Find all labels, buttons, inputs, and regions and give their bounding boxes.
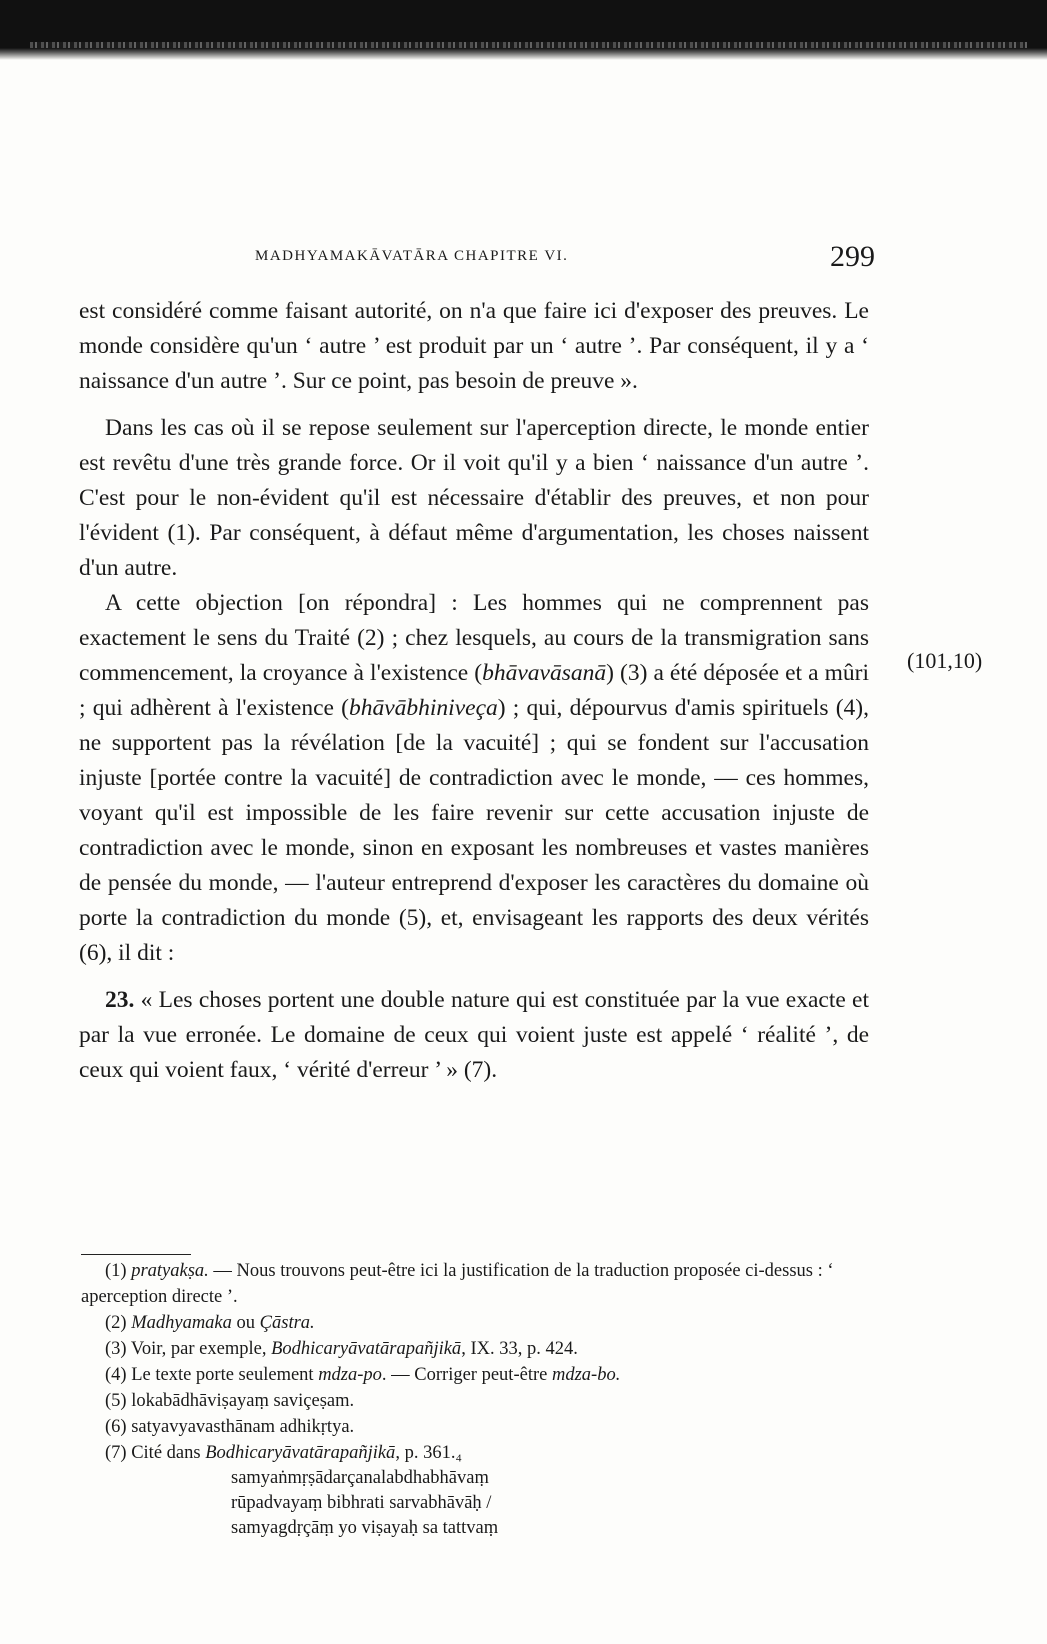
footnotes <box>81 1258 871 1541</box>
paragraph: A cette objection [on répondra] : Les hommes qui ne comprennent pas exactement le sens du Traité (2) ; chez lesquels, au cours de la transmigration sans commencement, la croyance à l'existence (bhāvavāsanā) (3) a été déposée et a mûri ; qui adhèrent à l'existence (bhāvābhiniveça) ; qui, dépourvus d'amis spirituels (4), ne supportent pas la révélation [de la vacuité] ; qui se fondent sur l'accusation injuste [portée contre la vacuité] de contradiction avec le monde, — ces hommes, voyant qu'il est impossible de les faire revenir sur cette accusation injuste de contradiction avec le monde, sinon en exposant les nombreuses et vastes manières de pensée du monde, — l'auteur entreprend d'exposer les caractères du domaine où porte la contradiction du monde (5), et, envisageant les rapports des deux vérités (6), il dit : <box>79 590 869 966</box>
running-title: MADHYAMAKĀVATĀRA CHAPITRE VI. <box>255 248 569 264</box>
footnote: (3) Voir, par exemple, Bodhicaryāvatārapañjikā, IX. 33, p. 424. <box>105 1339 578 1359</box>
sanskrit-term: bhāvavāsanā <box>482 660 607 686</box>
footnote: (7) Cité dans Bodhicaryāvatārapañjikā, p. 361.₄ <box>105 1443 462 1463</box>
verse-number: 23. <box>105 987 135 1013</box>
page-number: 299 <box>830 240 875 273</box>
paragraph: Dans les cas où il se repose seulement sur l'aperception directe, le monde entier est revêtu d'une très grande force. Or il voit qu'il y a bien ‘ naissance d'un autre ’. C'est pour le non-évident qu'il est nécessaire d'établir des preuves, et non pour l'évident (1). Par conséquent, à défaut même d'argumentation, les choses naissent d'un autre. <box>79 415 869 581</box>
verse-paragraph: 23. « Les choses portent une double nature qui est constituée par la vue exacte et par la vue erronée. Le domaine de ceux qui voient juste est appelé ‘ réalité ’, de ceux qui voient faux, ‘ vérité d'erreur ’ » (7). <box>79 987 870 1083</box>
verse-line: samyagdṛçāṃ yo viṣayaḥ sa tattvaṃ <box>231 1518 499 1538</box>
sanskrit-verse <box>81 1466 871 1541</box>
footnote: (5) lokabādhāviṣayaṃ saviçeṣam. <box>105 1391 355 1411</box>
margin-reference: (101,10) <box>907 648 983 673</box>
main-text <box>79 294 869 1088</box>
page-header <box>255 240 875 280</box>
footnote: (6) satyavyavasthānam adhikṛtya. <box>105 1417 355 1437</box>
footnote: (2) Madhyamaka ou Çāstra. <box>105 1313 315 1333</box>
sanskrit-term: bhāvābhiniveça <box>348 695 498 721</box>
footnote-rule <box>81 1254 191 1255</box>
footnote: (1) pratyakṣa. — Nous trouvons peut-être ici la justification de la traduction proposée ci-dessus : ‘ aperception directe ’. <box>81 1261 834 1307</box>
verse-line: rūpadvayaṃ bibhrati sarvabhāvāḥ / <box>231 1493 492 1513</box>
paragraph: est considéré comme faisant autorité, on n'a que faire ici d'exposer des preuves. Le monde considère qu'un ‘ autre ’ est produit par un ‘ autre ’. Par conséquent, il y a ‘ naissance d'un autre ’. Sur ce point, pas besoin de preuve ». <box>79 298 869 394</box>
verse-line: samyaṅmṛṣādarçanalabdhabhāvaṃ <box>231 1468 489 1488</box>
footnote: (4) Le texte porte seulement mdza-po. — Corriger peut-être mdza-bo. <box>105 1365 621 1385</box>
scan-edge-bar <box>0 0 1047 60</box>
